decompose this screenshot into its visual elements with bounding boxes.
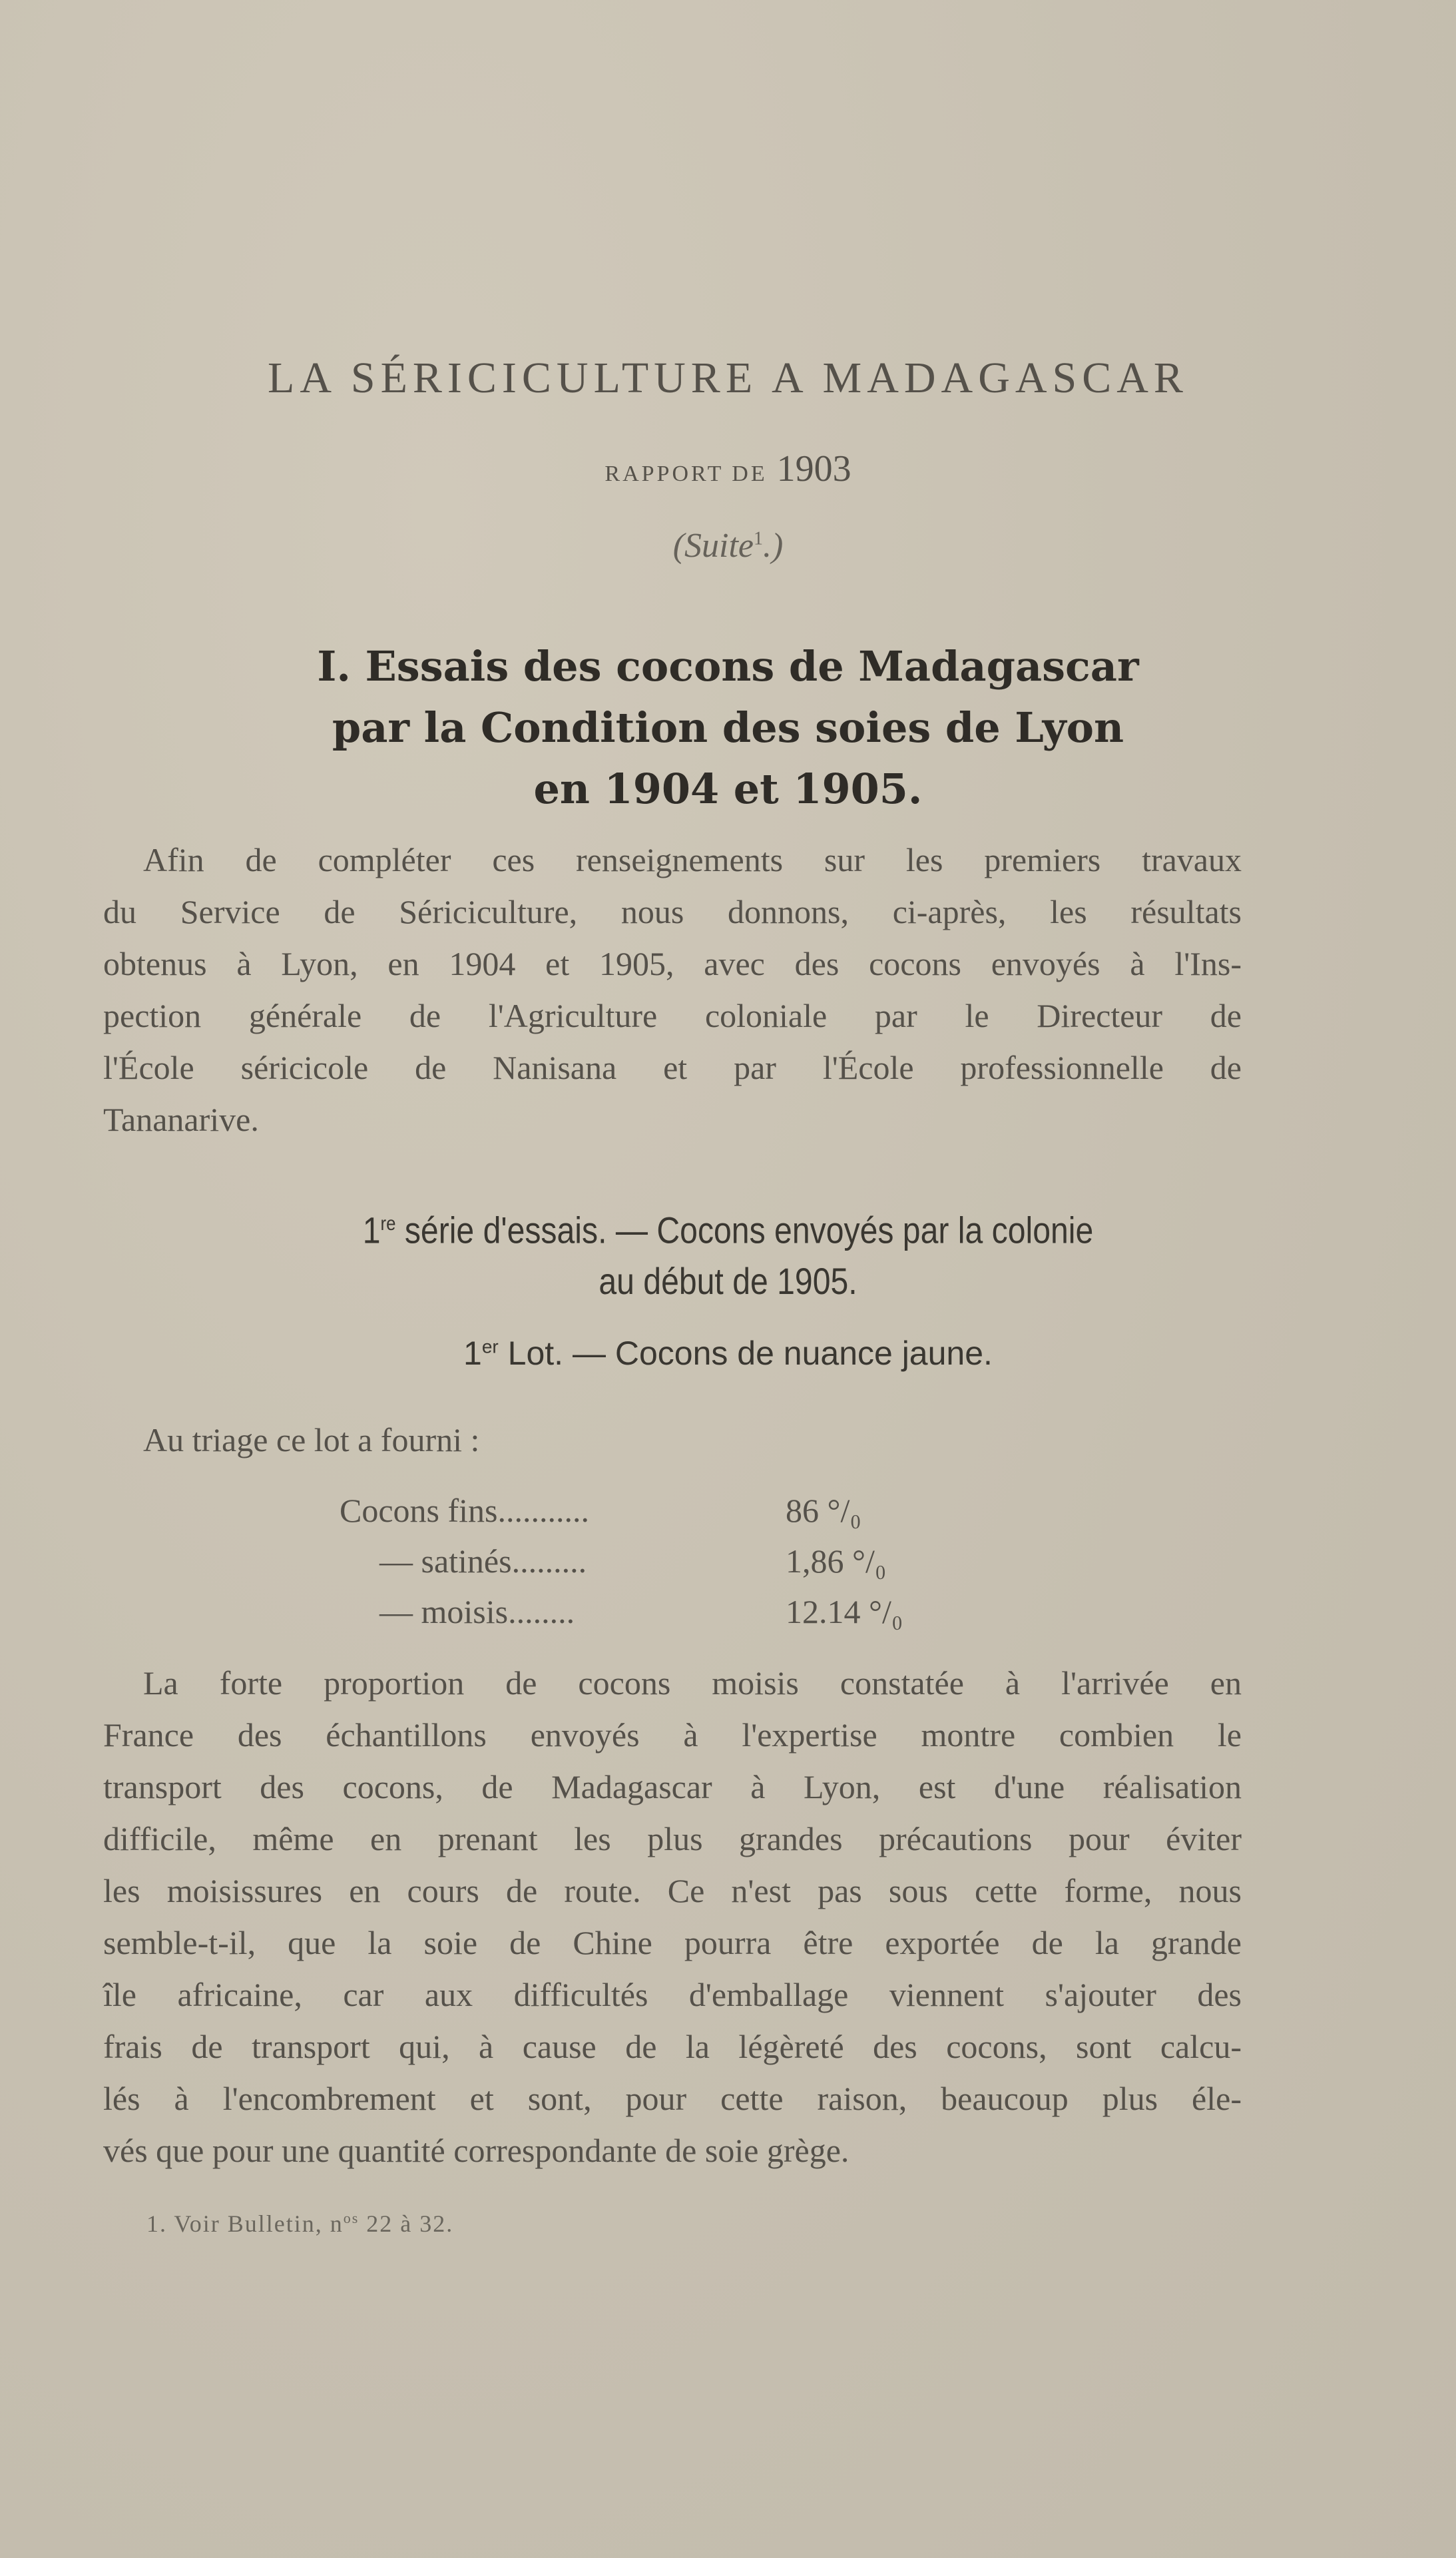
- series-number: 1: [362, 1209, 381, 1251]
- intro-line: pection générale de l'Agriculture coloniale par le Directeur de: [103, 997, 1242, 1034]
- stat-value: 1,86 °/₀: [786, 1542, 887, 1580]
- stat-row: [340, 1536, 1005, 1586]
- stat-label: — moisis........: [379, 1593, 575, 1630]
- lot-heading: [0, 1334, 1456, 1373]
- intro-line: l'École séricicole de Nanisana et par l'École professionnelle de: [103, 1049, 1242, 1086]
- body-paragraph: [103, 1657, 1242, 2176]
- stat-value: 12.14 °/₀: [786, 1593, 903, 1630]
- stat-label: — satinés.........: [379, 1542, 587, 1580]
- series-ordinal-suffix: re: [380, 1213, 396, 1235]
- series-heading-text: série d'essais. — Cocons envoyés par la colonie: [395, 1209, 1094, 1251]
- body-line: île africaine, car aux difficultés d'emballage viennent s'ajouter des: [103, 1976, 1242, 2013]
- body-line: La forte proportion de cocons moisis constatée à l'arrivée en: [143, 1664, 1242, 1702]
- footnote-rest: 22 à 32.: [359, 2210, 454, 2237]
- section-heading-line-3: en 1904 et 1905.: [533, 765, 923, 813]
- intro-line: du Service de Sériciculture, nous donnons, ci-après, les résultats: [103, 893, 1242, 930]
- intro-line: Tananarive.: [103, 1101, 259, 1138]
- stat-label: Cocons fins...........: [340, 1492, 589, 1529]
- stat-value: 86 °/₀: [786, 1492, 861, 1529]
- lot-heading-text: Lot. — Cocons de nuance jaune.: [498, 1335, 993, 1372]
- body-line: vés que pour une quantité correspondante de soie grège.: [103, 2132, 849, 2169]
- body-line: lés à l'encombrement et sont, pour cette raison, beaucoup plus éle-: [103, 2080, 1242, 2117]
- body-line: France des échantillons envoyés à l'expertise montre combien le: [103, 1716, 1242, 1754]
- body-line: les moisissures en cours de route. Ce n'est pas sous cette forme, nous: [103, 1872, 1242, 1909]
- series-heading-line-2: au début de 1905.: [599, 1259, 857, 1302]
- subtitle-year: 1903: [776, 448, 851, 489]
- report-subtitle: [0, 448, 1456, 490]
- body-line: semble-t-il, que la soie de Chine pourra être exportée de la grande: [103, 1924, 1242, 1961]
- suite-note: [0, 526, 1456, 565]
- footnote-sup: os: [343, 2210, 360, 2226]
- footnote-text: 1. Voir Bulletin, n: [146, 2210, 344, 2237]
- stat-row: [340, 1586, 1005, 1637]
- suite-footnote-ref: 1: [753, 528, 763, 549]
- page-title: LA SÉRICICULTURE A MADAGASCAR: [268, 354, 1188, 402]
- body-line: transport des cocons, de Madagascar à Lyon, est d'une réalisation: [103, 1768, 1242, 1805]
- body-line: frais de transport qui, à cause de la légèreté des cocons, sont calcu-: [103, 2028, 1242, 2065]
- triage-text: Au triage ce lot a fourni :: [143, 1421, 480, 1458]
- section-heading-line-1: I. Essais des cocons de Madagascar: [317, 642, 1139, 691]
- stat-row: [340, 1485, 1005, 1536]
- series-heading: [102, 1199, 1354, 1307]
- section-heading: [0, 636, 1456, 820]
- footnote: [146, 2210, 453, 2238]
- intro-paragraph: [103, 834, 1242, 1145]
- lot-ordinal-suffix: er: [481, 1336, 499, 1357]
- lot-number: 1: [463, 1335, 482, 1372]
- intro-line: obtenus à Lyon, en 1904 et 1905, avec des cocons envoyés à l'Ins-: [103, 945, 1242, 982]
- suite-label: (Suite: [672, 527, 754, 565]
- body-line: difficile, même en prenant les plus grandes précautions pour éviter: [103, 1820, 1242, 1857]
- suite-close: .): [762, 527, 784, 565]
- series-heading-line-1: [102, 1199, 1354, 1256]
- intro-line: Afin de compléter ces renseignements sur les premiers travaux: [143, 841, 1242, 878]
- subtitle-prefix: RAPPORT DE: [605, 462, 768, 486]
- section-heading-line-2: par la Condition des soies de Lyon: [332, 703, 1124, 752]
- stats-table: [340, 1485, 1005, 1637]
